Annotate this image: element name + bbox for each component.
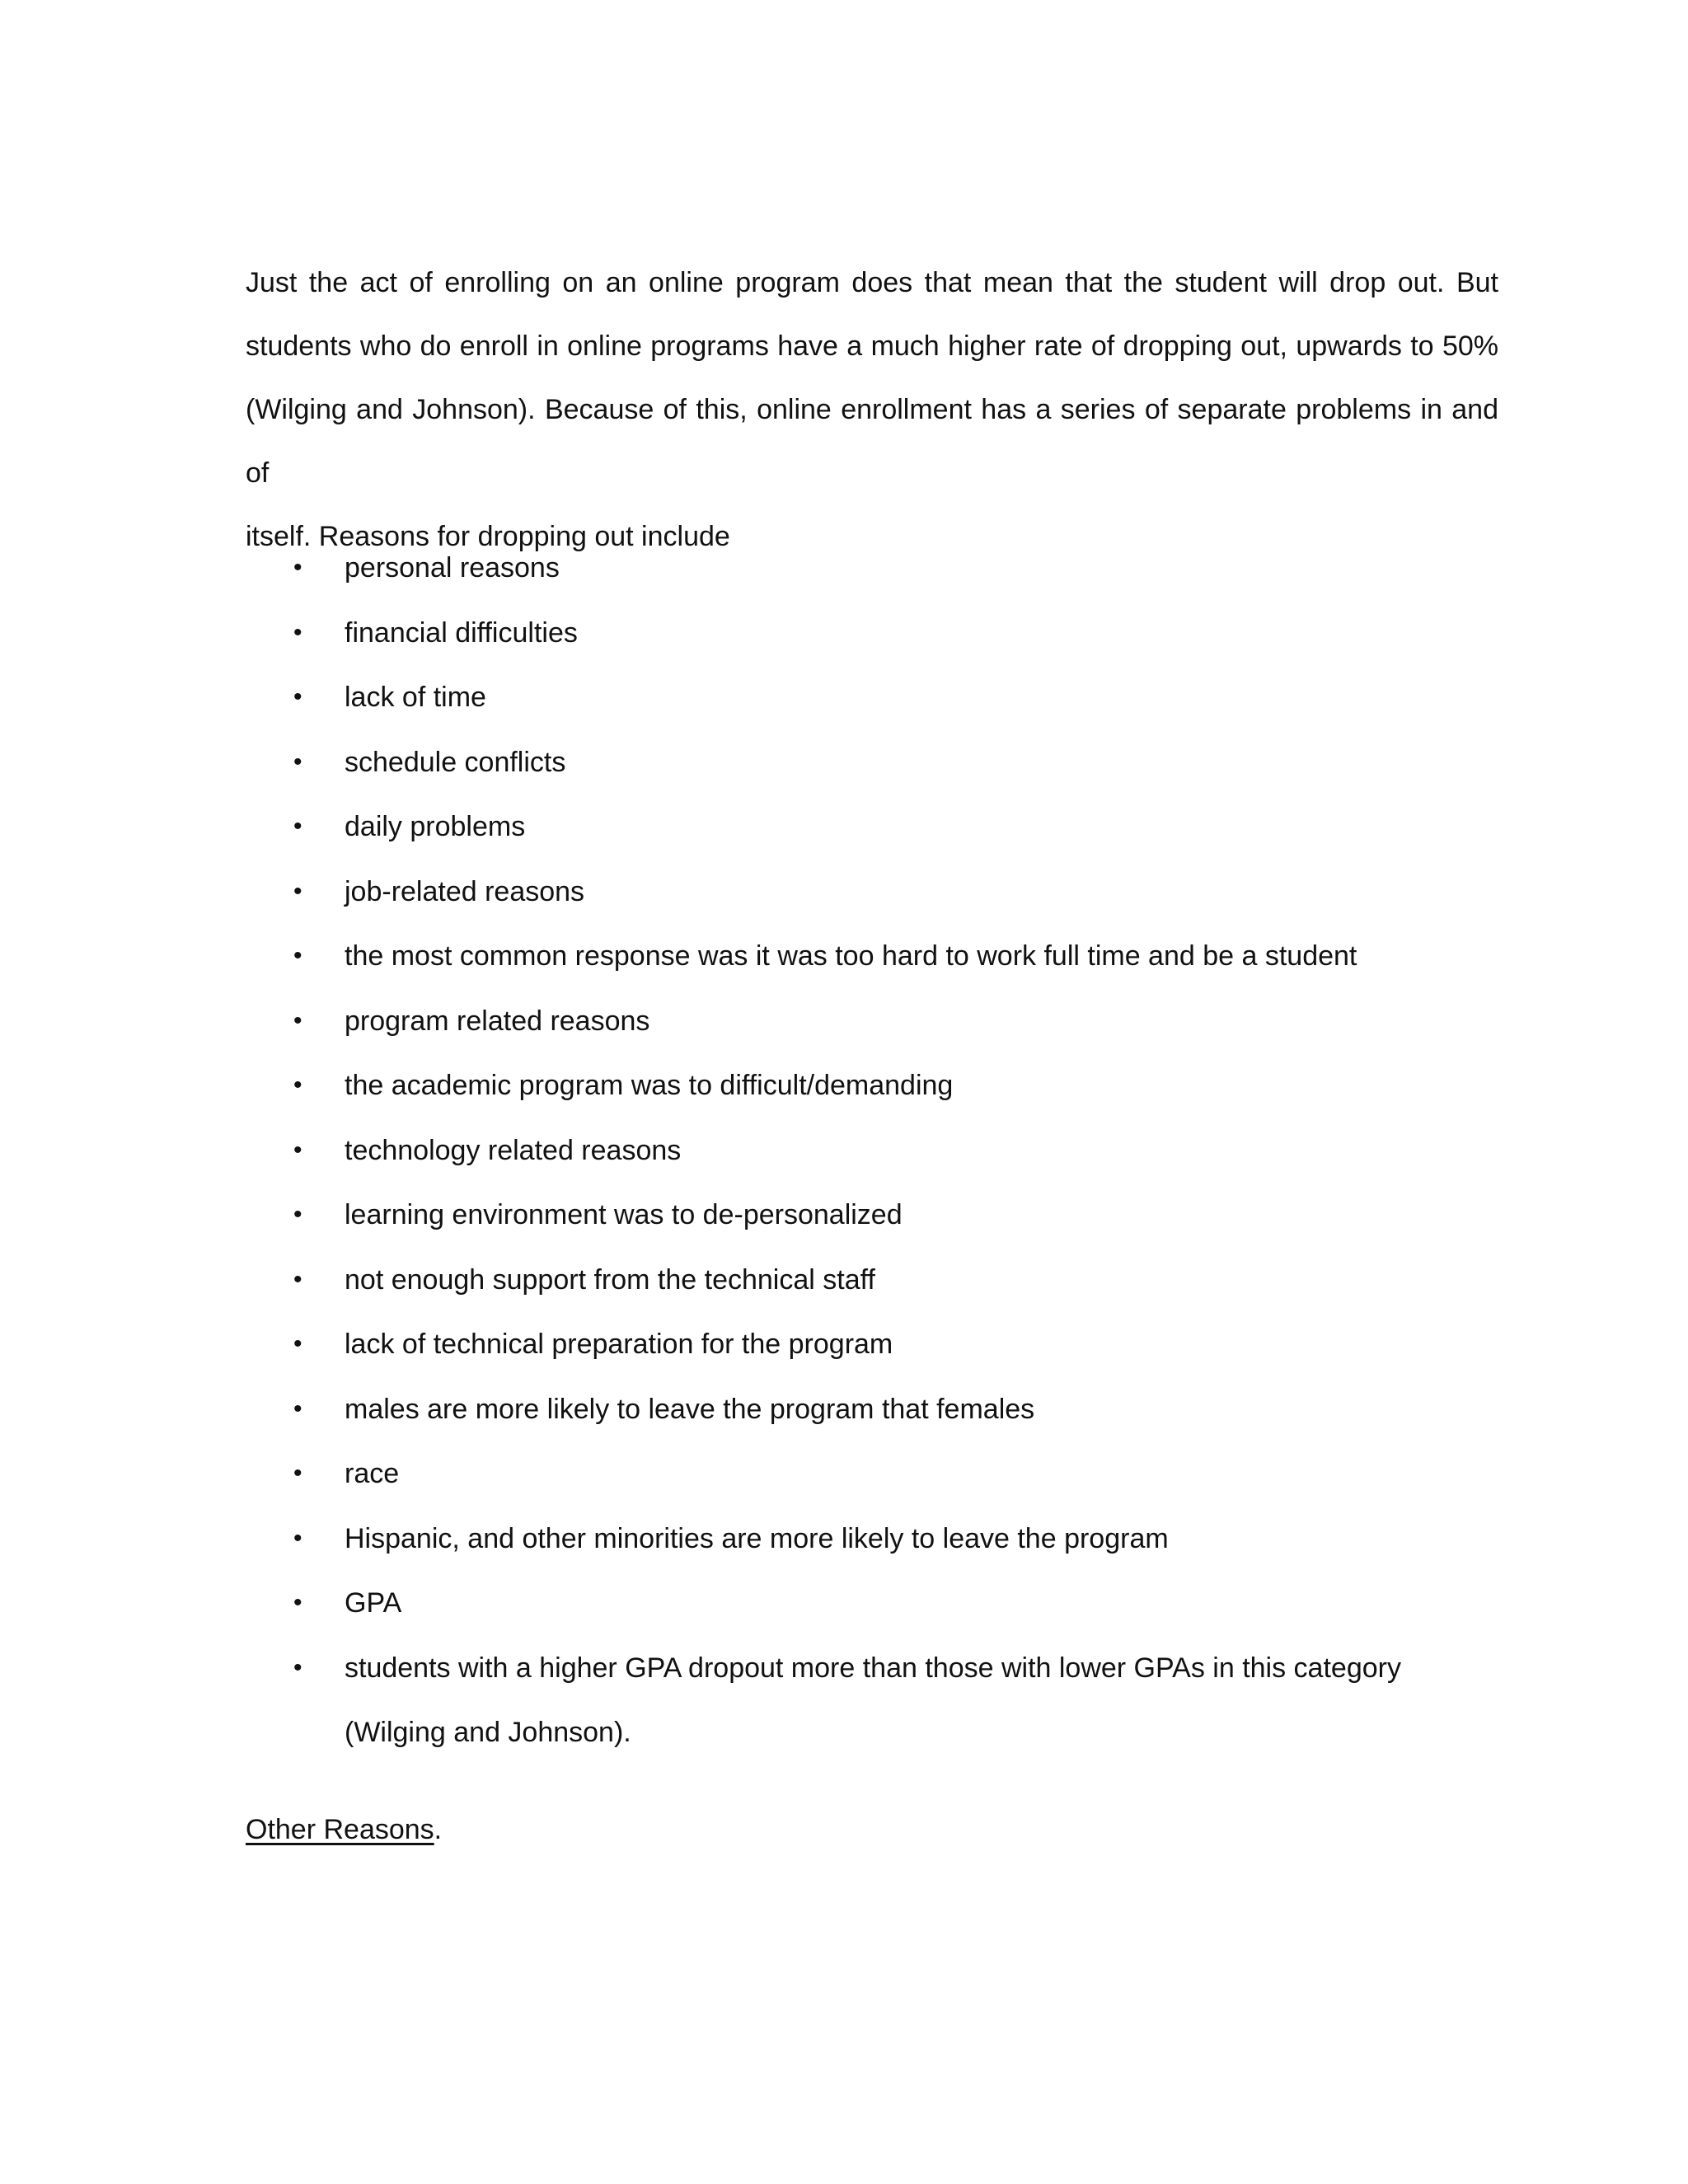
bullet-icon: • <box>293 1394 302 1422</box>
list-item <box>246 1118 1498 1183</box>
reasons-list <box>246 536 1498 1765</box>
list-item-text: the academic program was to difficult/demanding <box>345 1070 954 1101</box>
list-item-text: the most common response was it was too hard to work full time and be a student <box>345 940 1357 972</box>
paragraph-line: itself. Reasons for dropping out include <box>246 521 730 552</box>
list-item <box>246 601 1498 666</box>
list-item-text: personal reasons <box>345 552 560 583</box>
bullet-icon: • <box>293 1460 302 1487</box>
bullet-icon: • <box>293 1006 302 1034</box>
list-item <box>246 1248 1498 1313</box>
bullet-icon: • <box>293 683 302 710</box>
list-item <box>246 924 1498 989</box>
list-item <box>246 1053 1498 1118</box>
bullet-icon: • <box>293 618 302 646</box>
list-item-text: lack of technical preparation for the program <box>345 1329 893 1360</box>
list-item-text: GPA <box>345 1587 402 1619</box>
list-item <box>246 989 1498 1054</box>
section-heading <box>246 1798 442 1862</box>
list-item-text: Hispanic, and other minorities are more likely to leave the program <box>345 1522 1169 1554</box>
list-item <box>246 1441 1498 1507</box>
list-item-text: learning environment was to de-personalized <box>345 1199 903 1230</box>
list-item <box>246 1507 1498 1572</box>
bullet-icon: • <box>293 1071 302 1099</box>
list-item <box>246 860 1498 925</box>
list-item-text: technology related reasons <box>345 1134 682 1166</box>
list-item-text: lack of time <box>345 682 486 713</box>
bullet-icon: • <box>293 554 302 581</box>
bullet-icon: • <box>293 1201 302 1228</box>
list-item <box>246 1377 1498 1442</box>
list-item-continuation: (Wilging and Johnson). <box>345 1717 631 1748</box>
list-item-text: job-related reasons <box>345 875 585 907</box>
paragraph-line: Just the act of enrolling on an online program does that mean that the student will drop out. But <box>246 267 1498 298</box>
section-heading-label: Other Reasons <box>246 1814 434 1845</box>
list-item-text: race <box>345 1458 400 1489</box>
list-item <box>246 1571 1498 1636</box>
bullet-icon: • <box>293 813 302 840</box>
list-item-text: daily problems <box>345 811 526 842</box>
bullet-icon: • <box>293 1589 302 1616</box>
bullet-icon: • <box>293 1330 302 1357</box>
list-item <box>246 1636 1498 1765</box>
bullet-icon: • <box>293 942 302 969</box>
intro-paragraph <box>246 251 1498 569</box>
paragraph-line: students who do enroll in online programs have a much higher rate of dropping out, upwards to 50% <box>246 330 1498 362</box>
list-item-text: students with a higher GPA dropout more than those with lower GPAs in this category <box>345 1652 1401 1684</box>
list-item-text: program related reasons <box>345 1005 650 1037</box>
list-item-text: not enough support from the technical staff <box>345 1263 875 1296</box>
bullet-icon: • <box>293 1265 302 1293</box>
bullet-icon: • <box>293 1653 302 1681</box>
bullet-icon: • <box>293 1524 302 1552</box>
paragraph-line: (Wilging and Johnson). Because of this, online enrollment has a series of separate problems in and of <box>246 394 1498 489</box>
list-item <box>246 665 1498 730</box>
section-heading-punctuation: . <box>434 1814 443 1845</box>
list-item <box>246 1183 1498 1248</box>
list-item <box>246 536 1498 601</box>
list-item <box>246 1312 1498 1377</box>
list-item <box>246 794 1498 860</box>
bullet-icon: • <box>293 1136 302 1164</box>
bullet-icon: • <box>293 877 302 905</box>
list-item-text: schedule conflicts <box>345 746 566 778</box>
list-item <box>246 730 1498 795</box>
bullet-icon: • <box>293 748 302 776</box>
list-item-text: financial difficulties <box>345 616 578 649</box>
list-item-text: males are more likely to leave the program that females <box>345 1393 1035 1425</box>
